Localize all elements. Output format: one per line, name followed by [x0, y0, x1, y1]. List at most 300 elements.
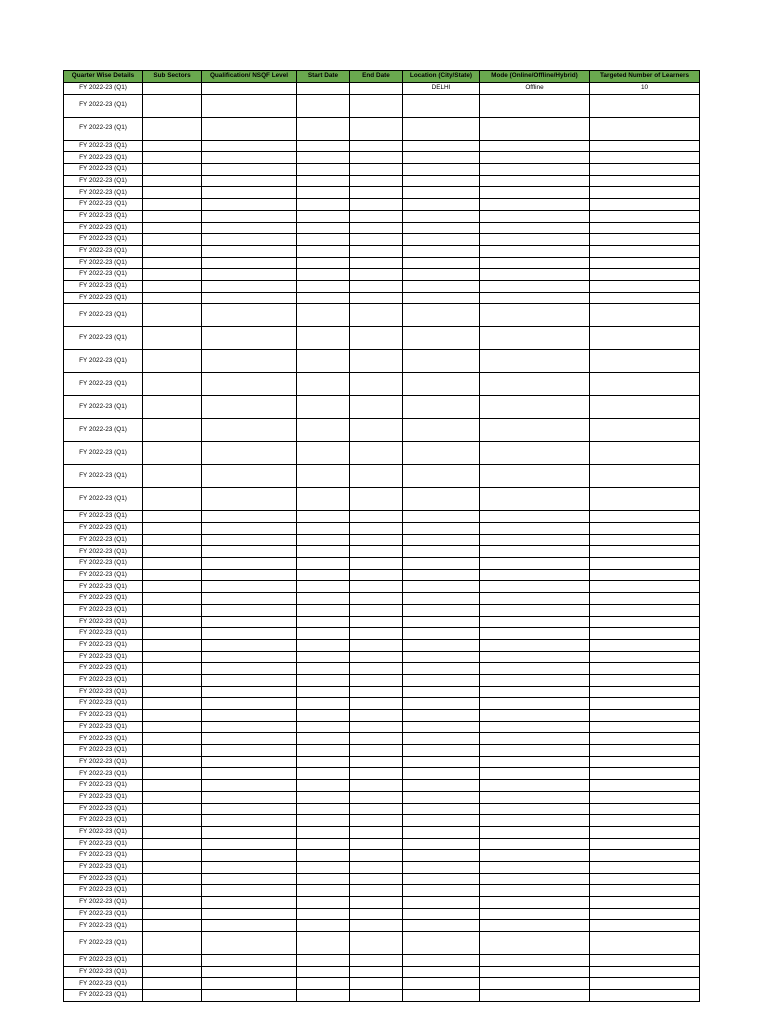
cell-qualification[interactable]	[202, 396, 297, 419]
cell-end-date[interactable]	[350, 768, 403, 780]
cell-qualification[interactable]	[202, 885, 297, 897]
cell-end-date[interactable]	[350, 861, 403, 873]
cell-mode[interactable]	[480, 199, 590, 211]
cell-quarter[interactable]: FY 2022-23 (Q1)	[64, 733, 143, 745]
cell-qualification[interactable]	[202, 152, 297, 164]
cell-sub-sector[interactable]	[143, 442, 202, 465]
cell-learners[interactable]	[590, 511, 700, 523]
cell-mode[interactable]	[480, 791, 590, 803]
cell-start-date[interactable]	[297, 850, 350, 862]
cell-end-date[interactable]	[350, 280, 403, 292]
cell-mode[interactable]	[480, 327, 590, 350]
cell-location[interactable]	[403, 523, 480, 535]
cell-location[interactable]	[403, 721, 480, 733]
cell-location[interactable]	[403, 663, 480, 675]
cell-start-date[interactable]	[297, 280, 350, 292]
cell-mode[interactable]	[480, 292, 590, 304]
cell-qualification[interactable]	[202, 791, 297, 803]
cell-quarter[interactable]: FY 2022-23 (Q1)	[64, 873, 143, 885]
cell-start-date[interactable]	[297, 534, 350, 546]
cell-quarter[interactable]: FY 2022-23 (Q1)	[64, 745, 143, 757]
cell-qualification[interactable]	[202, 721, 297, 733]
cell-sub-sector[interactable]	[143, 616, 202, 628]
cell-learners[interactable]	[590, 815, 700, 827]
cell-mode[interactable]	[480, 885, 590, 897]
cell-end-date[interactable]	[350, 803, 403, 815]
cell-qualification[interactable]	[202, 826, 297, 838]
cell-qualification[interactable]	[202, 140, 297, 152]
cell-learners[interactable]	[590, 593, 700, 605]
cell-mode[interactable]	[480, 698, 590, 710]
cell-sub-sector[interactable]	[143, 674, 202, 686]
cell-end-date[interactable]	[350, 546, 403, 558]
cell-start-date[interactable]	[297, 292, 350, 304]
cell-location[interactable]	[403, 955, 480, 967]
cell-start-date[interactable]	[297, 955, 350, 967]
cell-start-date[interactable]	[297, 990, 350, 1002]
cell-start-date[interactable]	[297, 745, 350, 757]
cell-mode[interactable]	[480, 639, 590, 651]
cell-start-date[interactable]	[297, 768, 350, 780]
cell-mode[interactable]	[480, 604, 590, 616]
cell-mode[interactable]	[480, 850, 590, 862]
cell-location[interactable]	[403, 234, 480, 246]
cell-end-date[interactable]	[350, 721, 403, 733]
cell-learners[interactable]	[590, 780, 700, 792]
cell-sub-sector[interactable]	[143, 850, 202, 862]
cell-mode[interactable]	[480, 488, 590, 511]
cell-end-date[interactable]	[350, 873, 403, 885]
cell-quarter[interactable]: FY 2022-23 (Q1)	[64, 663, 143, 675]
cell-quarter[interactable]: FY 2022-23 (Q1)	[64, 140, 143, 152]
cell-mode[interactable]	[480, 628, 590, 640]
cell-quarter[interactable]: FY 2022-23 (Q1)	[64, 978, 143, 990]
cell-qualification[interactable]	[202, 966, 297, 978]
cell-quarter[interactable]: FY 2022-23 (Q1)	[64, 651, 143, 663]
cell-end-date[interactable]	[350, 838, 403, 850]
cell-location[interactable]	[403, 768, 480, 780]
cell-mode[interactable]	[480, 304, 590, 327]
cell-start-date[interactable]	[297, 304, 350, 327]
cell-location[interactable]	[403, 304, 480, 327]
cell-quarter[interactable]: FY 2022-23 (Q1)	[64, 674, 143, 686]
cell-qualification[interactable]	[202, 745, 297, 757]
cell-mode[interactable]	[480, 280, 590, 292]
cell-qualification[interactable]	[202, 908, 297, 920]
cell-start-date[interactable]	[297, 269, 350, 281]
cell-learners[interactable]	[590, 978, 700, 990]
cell-quarter[interactable]: FY 2022-23 (Q1)	[64, 803, 143, 815]
cell-qualification[interactable]	[202, 164, 297, 176]
cell-mode[interactable]	[480, 373, 590, 396]
cell-mode[interactable]	[480, 558, 590, 570]
cell-sub-sector[interactable]	[143, 628, 202, 640]
cell-learners[interactable]	[590, 558, 700, 570]
cell-location[interactable]	[403, 861, 480, 873]
cell-mode[interactable]	[480, 140, 590, 152]
cell-learners[interactable]	[590, 164, 700, 176]
cell-sub-sector[interactable]	[143, 257, 202, 269]
cell-end-date[interactable]	[350, 187, 403, 199]
cell-location[interactable]	[403, 269, 480, 281]
cell-end-date[interactable]	[350, 152, 403, 164]
cell-start-date[interactable]	[297, 663, 350, 675]
cell-start-date[interactable]	[297, 511, 350, 523]
cell-quarter[interactable]: FY 2022-23 (Q1)	[64, 768, 143, 780]
cell-location[interactable]	[403, 569, 480, 581]
cell-location[interactable]	[403, 558, 480, 570]
cell-end-date[interactable]	[350, 978, 403, 990]
cell-quarter[interactable]: FY 2022-23 (Q1)	[64, 604, 143, 616]
cell-mode[interactable]	[480, 546, 590, 558]
cell-mode[interactable]	[480, 152, 590, 164]
cell-end-date[interactable]	[350, 140, 403, 152]
cell-mode[interactable]	[480, 838, 590, 850]
cell-end-date[interactable]	[350, 756, 403, 768]
cell-location[interactable]	[403, 604, 480, 616]
cell-location[interactable]	[403, 932, 480, 955]
cell-learners[interactable]	[590, 94, 700, 117]
cell-start-date[interactable]	[297, 523, 350, 535]
cell-start-date[interactable]	[297, 733, 350, 745]
cell-learners[interactable]	[590, 488, 700, 511]
cell-qualification[interactable]	[202, 83, 297, 95]
cell-mode[interactable]	[480, 710, 590, 722]
cell-learners[interactable]	[590, 117, 700, 140]
cell-end-date[interactable]	[350, 327, 403, 350]
cell-location[interactable]	[403, 175, 480, 187]
cell-start-date[interactable]	[297, 164, 350, 176]
cell-learners[interactable]	[590, 280, 700, 292]
cell-end-date[interactable]	[350, 558, 403, 570]
cell-learners[interactable]	[590, 465, 700, 488]
cell-end-date[interactable]	[350, 733, 403, 745]
cell-mode[interactable]	[480, 175, 590, 187]
cell-start-date[interactable]	[297, 94, 350, 117]
cell-mode[interactable]	[480, 966, 590, 978]
cell-qualification[interactable]	[202, 465, 297, 488]
cell-start-date[interactable]	[297, 327, 350, 350]
cell-mode[interactable]	[480, 419, 590, 442]
cell-start-date[interactable]	[297, 803, 350, 815]
cell-start-date[interactable]	[297, 920, 350, 932]
cell-end-date[interactable]	[350, 604, 403, 616]
cell-qualification[interactable]	[202, 639, 297, 651]
cell-learners[interactable]	[590, 686, 700, 698]
cell-qualification[interactable]	[202, 990, 297, 1002]
cell-location[interactable]	[403, 920, 480, 932]
cell-mode[interactable]	[480, 745, 590, 757]
cell-sub-sector[interactable]	[143, 791, 202, 803]
cell-sub-sector[interactable]	[143, 897, 202, 909]
cell-mode[interactable]	[480, 187, 590, 199]
cell-quarter[interactable]: FY 2022-23 (Q1)	[64, 897, 143, 909]
cell-learners[interactable]	[590, 628, 700, 640]
cell-quarter[interactable]: FY 2022-23 (Q1)	[64, 932, 143, 955]
cell-mode[interactable]	[480, 442, 590, 465]
cell-qualification[interactable]	[202, 511, 297, 523]
cell-sub-sector[interactable]	[143, 280, 202, 292]
cell-qualification[interactable]	[202, 581, 297, 593]
cell-sub-sector[interactable]	[143, 569, 202, 581]
cell-quarter[interactable]: FY 2022-23 (Q1)	[64, 850, 143, 862]
cell-qualification[interactable]	[202, 222, 297, 234]
cell-mode[interactable]	[480, 721, 590, 733]
cell-sub-sector[interactable]	[143, 269, 202, 281]
cell-sub-sector[interactable]	[143, 488, 202, 511]
cell-learners[interactable]	[590, 920, 700, 932]
cell-qualification[interactable]	[202, 803, 297, 815]
cell-learners[interactable]	[590, 222, 700, 234]
cell-mode[interactable]	[480, 815, 590, 827]
cell-learners[interactable]	[590, 698, 700, 710]
cell-sub-sector[interactable]	[143, 117, 202, 140]
cell-qualification[interactable]	[202, 558, 297, 570]
cell-sub-sector[interactable]	[143, 932, 202, 955]
cell-quarter[interactable]: FY 2022-23 (Q1)	[64, 558, 143, 570]
cell-qualification[interactable]	[202, 292, 297, 304]
cell-start-date[interactable]	[297, 838, 350, 850]
cell-quarter[interactable]: FY 2022-23 (Q1)	[64, 210, 143, 222]
cell-end-date[interactable]	[350, 581, 403, 593]
cell-learners[interactable]	[590, 210, 700, 222]
cell-location[interactable]	[403, 616, 480, 628]
cell-mode[interactable]	[480, 245, 590, 257]
cell-mode[interactable]	[480, 94, 590, 117]
cell-mode[interactable]	[480, 511, 590, 523]
cell-quarter[interactable]: FY 2022-23 (Q1)	[64, 791, 143, 803]
cell-sub-sector[interactable]	[143, 304, 202, 327]
cell-location[interactable]	[403, 442, 480, 465]
cell-location[interactable]	[403, 222, 480, 234]
cell-quarter[interactable]: FY 2022-23 (Q1)	[64, 117, 143, 140]
cell-end-date[interactable]	[350, 245, 403, 257]
cell-location[interactable]	[403, 534, 480, 546]
cell-end-date[interactable]	[350, 523, 403, 535]
cell-learners[interactable]	[590, 140, 700, 152]
cell-end-date[interactable]	[350, 932, 403, 955]
cell-sub-sector[interactable]	[143, 222, 202, 234]
cell-quarter[interactable]: FY 2022-23 (Q1)	[64, 442, 143, 465]
cell-qualification[interactable]	[202, 768, 297, 780]
cell-learners[interactable]	[590, 175, 700, 187]
cell-quarter[interactable]: FY 2022-23 (Q1)	[64, 756, 143, 768]
cell-learners[interactable]	[590, 245, 700, 257]
cell-end-date[interactable]	[350, 465, 403, 488]
cell-qualification[interactable]	[202, 920, 297, 932]
cell-qualification[interactable]	[202, 850, 297, 862]
cell-quarter[interactable]: FY 2022-23 (Q1)	[64, 581, 143, 593]
cell-quarter[interactable]: FY 2022-23 (Q1)	[64, 955, 143, 967]
cell-mode[interactable]	[480, 396, 590, 419]
cell-start-date[interactable]	[297, 442, 350, 465]
cell-end-date[interactable]	[350, 199, 403, 211]
cell-quarter[interactable]: FY 2022-23 (Q1)	[64, 304, 143, 327]
cell-start-date[interactable]	[297, 674, 350, 686]
cell-qualification[interactable]	[202, 616, 297, 628]
cell-mode[interactable]	[480, 593, 590, 605]
cell-mode[interactable]	[480, 932, 590, 955]
cell-qualification[interactable]	[202, 593, 297, 605]
cell-location[interactable]	[403, 210, 480, 222]
cell-learners[interactable]	[590, 350, 700, 373]
cell-sub-sector[interactable]	[143, 140, 202, 152]
cell-qualification[interactable]	[202, 628, 297, 640]
cell-sub-sector[interactable]	[143, 990, 202, 1002]
cell-quarter[interactable]: FY 2022-23 (Q1)	[64, 920, 143, 932]
cell-end-date[interactable]	[350, 350, 403, 373]
cell-qualification[interactable]	[202, 523, 297, 535]
cell-start-date[interactable]	[297, 756, 350, 768]
cell-start-date[interactable]	[297, 488, 350, 511]
cell-start-date[interactable]	[297, 721, 350, 733]
cell-mode[interactable]	[480, 955, 590, 967]
cell-quarter[interactable]: FY 2022-23 (Q1)	[64, 245, 143, 257]
cell-sub-sector[interactable]	[143, 419, 202, 442]
cell-start-date[interactable]	[297, 966, 350, 978]
cell-qualification[interactable]	[202, 94, 297, 117]
cell-learners[interactable]	[590, 990, 700, 1002]
cell-learners[interactable]	[590, 756, 700, 768]
cell-mode[interactable]	[480, 117, 590, 140]
cell-sub-sector[interactable]	[143, 920, 202, 932]
cell-quarter[interactable]: FY 2022-23 (Q1)	[64, 292, 143, 304]
cell-sub-sector[interactable]	[143, 175, 202, 187]
cell-qualification[interactable]	[202, 733, 297, 745]
cell-mode[interactable]	[480, 780, 590, 792]
cell-location[interactable]	[403, 803, 480, 815]
cell-learners[interactable]: 10	[590, 83, 700, 95]
cell-location[interactable]	[403, 581, 480, 593]
cell-qualification[interactable]	[202, 117, 297, 140]
cell-location[interactable]	[403, 873, 480, 885]
cell-end-date[interactable]	[350, 698, 403, 710]
cell-start-date[interactable]	[297, 546, 350, 558]
cell-qualification[interactable]	[202, 534, 297, 546]
cell-sub-sector[interactable]	[143, 908, 202, 920]
cell-mode[interactable]	[480, 897, 590, 909]
cell-location[interactable]	[403, 698, 480, 710]
cell-learners[interactable]	[590, 199, 700, 211]
cell-end-date[interactable]	[350, 257, 403, 269]
cell-location[interactable]	[403, 327, 480, 350]
cell-end-date[interactable]	[350, 396, 403, 419]
cell-end-date[interactable]	[350, 651, 403, 663]
cell-location[interactable]	[403, 978, 480, 990]
cell-end-date[interactable]	[350, 534, 403, 546]
cell-mode[interactable]	[480, 861, 590, 873]
cell-start-date[interactable]	[297, 826, 350, 838]
cell-qualification[interactable]	[202, 234, 297, 246]
cell-mode[interactable]	[480, 350, 590, 373]
cell-end-date[interactable]	[350, 94, 403, 117]
cell-quarter[interactable]: FY 2022-23 (Q1)	[64, 990, 143, 1002]
cell-start-date[interactable]	[297, 210, 350, 222]
cell-end-date[interactable]	[350, 897, 403, 909]
cell-end-date[interactable]	[350, 292, 403, 304]
cell-location[interactable]	[403, 280, 480, 292]
cell-learners[interactable]	[590, 234, 700, 246]
cell-sub-sector[interactable]	[143, 873, 202, 885]
cell-mode[interactable]	[480, 674, 590, 686]
cell-mode[interactable]	[480, 164, 590, 176]
cell-learners[interactable]	[590, 523, 700, 535]
cell-sub-sector[interactable]	[143, 396, 202, 419]
cell-location[interactable]	[403, 838, 480, 850]
cell-sub-sector[interactable]	[143, 733, 202, 745]
cell-quarter[interactable]: FY 2022-23 (Q1)	[64, 628, 143, 640]
cell-location[interactable]	[403, 546, 480, 558]
cell-start-date[interactable]	[297, 873, 350, 885]
cell-learners[interactable]	[590, 745, 700, 757]
cell-start-date[interactable]	[297, 639, 350, 651]
cell-qualification[interactable]	[202, 932, 297, 955]
cell-mode[interactable]	[480, 465, 590, 488]
cell-sub-sector[interactable]	[143, 245, 202, 257]
cell-quarter[interactable]: FY 2022-23 (Q1)	[64, 534, 143, 546]
cell-location[interactable]	[403, 850, 480, 862]
cell-qualification[interactable]	[202, 861, 297, 873]
cell-end-date[interactable]	[350, 234, 403, 246]
cell-quarter[interactable]: FY 2022-23 (Q1)	[64, 546, 143, 558]
cell-qualification[interactable]	[202, 815, 297, 827]
cell-quarter[interactable]: FY 2022-23 (Q1)	[64, 523, 143, 535]
cell-location[interactable]	[403, 593, 480, 605]
cell-quarter[interactable]: FY 2022-23 (Q1)	[64, 199, 143, 211]
cell-end-date[interactable]	[350, 710, 403, 722]
cell-learners[interactable]	[590, 721, 700, 733]
cell-learners[interactable]	[590, 546, 700, 558]
cell-location[interactable]	[403, 465, 480, 488]
cell-learners[interactable]	[590, 604, 700, 616]
cell-learners[interactable]	[590, 733, 700, 745]
cell-start-date[interactable]	[297, 861, 350, 873]
cell-qualification[interactable]	[202, 175, 297, 187]
cell-sub-sector[interactable]	[143, 768, 202, 780]
cell-quarter[interactable]: FY 2022-23 (Q1)	[64, 686, 143, 698]
cell-quarter[interactable]: FY 2022-23 (Q1)	[64, 373, 143, 396]
cell-location[interactable]	[403, 396, 480, 419]
cell-location[interactable]	[403, 780, 480, 792]
cell-qualification[interactable]	[202, 686, 297, 698]
cell-sub-sector[interactable]	[143, 558, 202, 570]
cell-sub-sector[interactable]	[143, 83, 202, 95]
cell-end-date[interactable]	[350, 780, 403, 792]
cell-sub-sector[interactable]	[143, 651, 202, 663]
cell-mode[interactable]	[480, 234, 590, 246]
cell-end-date[interactable]	[350, 745, 403, 757]
cell-sub-sector[interactable]	[143, 210, 202, 222]
cell-learners[interactable]	[590, 873, 700, 885]
cell-end-date[interactable]	[350, 269, 403, 281]
cell-sub-sector[interactable]	[143, 686, 202, 698]
cell-start-date[interactable]	[297, 593, 350, 605]
cell-quarter[interactable]: FY 2022-23 (Q1)	[64, 396, 143, 419]
cell-learners[interactable]	[590, 850, 700, 862]
cell-end-date[interactable]	[350, 593, 403, 605]
cell-mode[interactable]	[480, 826, 590, 838]
cell-start-date[interactable]	[297, 558, 350, 570]
cell-sub-sector[interactable]	[143, 966, 202, 978]
cell-learners[interactable]	[590, 269, 700, 281]
cell-mode[interactable]	[480, 569, 590, 581]
cell-learners[interactable]	[590, 651, 700, 663]
cell-learners[interactable]	[590, 442, 700, 465]
cell-start-date[interactable]	[297, 698, 350, 710]
cell-location[interactable]	[403, 187, 480, 199]
cell-location[interactable]	[403, 419, 480, 442]
cell-location[interactable]	[403, 245, 480, 257]
